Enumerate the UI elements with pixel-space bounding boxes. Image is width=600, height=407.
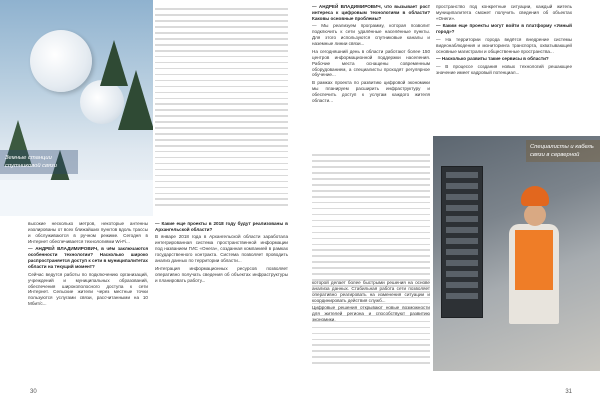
interview-question: — АНДРЕЙ ВЛАДИМИРОВИЧ, в чём заключаются особенности технологии? Насколько широко распространяется доступ к сети в муниципалитетах области на текущий момент? <box>28 246 148 270</box>
orange-helmet <box>521 186 549 206</box>
paragraph: Цифровые решения открывают новые возможности для жителей региона и способствуют развитию экономики. <box>312 305 430 323</box>
text-column-1-continued <box>312 150 430 368</box>
paragraph: высокие несколько метров, некоторые антенны изолированы от всех ближайших пунктов вдоль трассы и обслуживаются в ручном режиме. Сегодня в Интернет обеспечивается технологиями Wi-Fi... <box>28 221 148 244</box>
interview-question: — Каким еще проекты могут войти в платформу «Умный город»? <box>436 23 572 35</box>
paragraph: которой делает более быстрыми решения на основе анализа данных. Стабильная работа сети позволяет оперативно реагировать на изменения ситуации и координировать действия служб... <box>312 280 430 303</box>
paragraph: — В процессе создания новых технологий решающее значение имеет кадровый потенциал... <box>436 63 572 75</box>
right-page <box>300 0 600 407</box>
technician-photo <box>433 136 600 371</box>
paragraph: На сегодняшний день в области работают более 150 центров информационной поддержки населения. Рабочие места оснащены современным оборудованием, а специалисты проходят регулярное обучение... <box>312 48 430 78</box>
paragraph: — На территории города ведётся внедрение системы видеонаблюдения и мониторинга транспорта, охватывающей основные магистрали и общественные пространства... <box>436 36 572 54</box>
paragraph: Сейчас ведутся работы по подключению организаций, учреждений и муниципальных образований, обеспечения широкополосного доступа к сети Интернет. Сельские жители через местные точки пользуются услугами связи, рассчитанными на 10 Мбит/с... <box>28 271 148 307</box>
text-column-1 <box>312 4 430 105</box>
photo-caption: Специалисты и кабель связи в серверной <box>526 140 600 162</box>
text-column-2 <box>155 221 288 285</box>
interview-question: — Какие еще проекты в 2018 году будут реализованы в Архангельской области? <box>155 221 288 232</box>
text-column-2 <box>436 4 572 77</box>
snow-ground <box>0 180 153 216</box>
paragraph: Интеграция информационных ресурсов позволяет оперативно получать сведения об объектах инфраструктуры и планировать работу... <box>155 265 288 283</box>
snowy-tree <box>118 70 153 130</box>
paragraph: В январе 2018 года в Архангельской области заработала интегрированная система пространственной информации под названием ГИС «Онега», созданная компанией в рамках государственного контракта. Система позволяет проводить анализ данных по территории области... <box>155 234 288 264</box>
satellite-dish <box>30 30 92 92</box>
server-rack <box>441 166 483 318</box>
text-column-2-top <box>155 4 288 210</box>
paragraph: пространство под конкретные ситуации, каждый житель муниципалитета сможет получить сведения об объектах «Онеги». <box>436 4 572 21</box>
text-column-2-lower <box>312 280 430 325</box>
paragraph: В рамках проекта по развитию цифровой экономики мы планируем расширить инфраструктуру и обеспечить доступ к услугам каждого жителя области... <box>312 79 430 103</box>
technician-figure <box>503 186 565 336</box>
page-number: 30 <box>30 389 37 395</box>
paragraph: — Мы реализуем программу, которая позволит подключить к сети удалённые населённые пункты. Для этого используются спутниковые каналы и наземные линии связи... <box>312 23 430 47</box>
text-column-1 <box>28 221 148 309</box>
satellite-dishes-photo <box>0 0 153 216</box>
interview-question: — АНДРЕЙ ВЛАДИМИРОВИЧ, что вызывает рост интереса к цифровым технологиям в области? Каковы основные проблемы? <box>312 4 430 21</box>
photo-caption: Земные станции спутниковой связи <box>0 150 78 174</box>
interview-question: — Насколько развиты такие сервисы в области? <box>436 56 549 62</box>
page-number: 31 <box>565 389 572 395</box>
